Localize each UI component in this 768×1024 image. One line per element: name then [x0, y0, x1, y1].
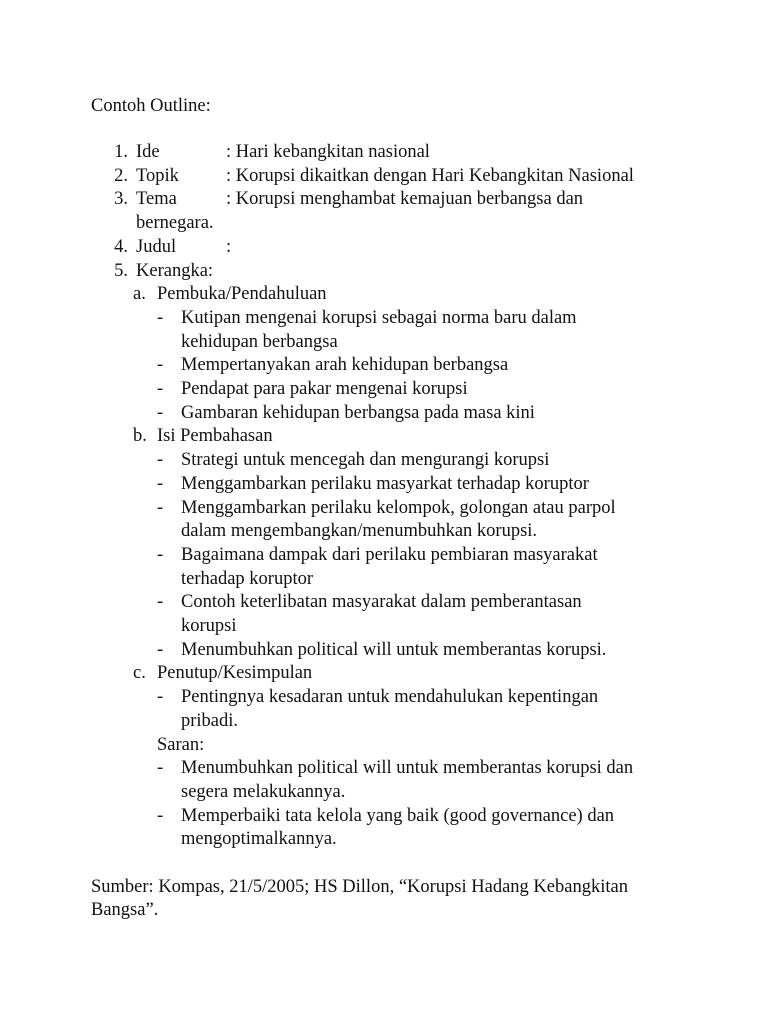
bullet-text: Pendapat para pakar mengenai korupsi — [181, 379, 468, 399]
section-title: Isi Pembahasan — [157, 426, 273, 447]
saran-bullet-text: Menumbuhkan political will untuk memberantas korupsi dan — [181, 758, 634, 779]
bullet-dash: - — [157, 687, 164, 708]
bullet-dash: - — [157, 450, 164, 471]
bullet-text: kehidupan berbangsa — [181, 331, 338, 352]
bullet-text: Strategi untuk mencegah dan mengurangi korupsi — [181, 450, 550, 471]
item-label: Topik — [136, 165, 179, 186]
bullet-dash: - — [157, 355, 164, 376]
document-title: Contoh Outline: — [91, 96, 211, 116]
bullet-dash: - — [157, 497, 164, 518]
bullet-dash: - — [157, 805, 164, 826]
item-label: Judul — [136, 236, 177, 257]
item-value: : Korupsi dikaitkan dengan Hari Kebangkitan Nasional — [226, 165, 634, 186]
bullet-text: Menggambarkan perilaku kelompok, golongan atau parpol — [181, 497, 616, 518]
item-label: Kerangka: — [136, 260, 214, 281]
item-number: 5. — [114, 260, 128, 281]
item-number: 3. — [114, 189, 128, 210]
item-continuation: bernegara. — [136, 213, 214, 234]
item-label: Ide — [136, 142, 160, 162]
bullet-dash: - — [157, 402, 164, 423]
bullet-text: Menggambarkan perilaku masyarkat terhadap koruptor — [181, 473, 589, 494]
bullet-text: pribadi. — [181, 710, 239, 731]
source-line: Bangsa”. — [91, 900, 159, 921]
item-value: : Hari kebangkitan nasional — [226, 142, 430, 162]
section-letter: b. — [133, 426, 147, 447]
saran-label: Saran: — [157, 734, 205, 755]
item-number: 1. — [114, 142, 128, 162]
bullet-text: Bagaimana dampak dari perilaku pembiaran masyarakat — [181, 544, 598, 565]
item-number: 2. — [114, 165, 128, 186]
bullet-text: dalam mengembangkan/menumbuhkan korupsi. — [181, 521, 538, 542]
source-line: Sumber: Kompas, 21/5/2005; HS Dillon, “Korupsi Hadang Kebangkitan — [91, 876, 628, 897]
bullet-text: korupsi — [181, 616, 237, 636]
bullet-text: Mempertanyakan arah kehidupan berbangsa — [181, 355, 509, 376]
bullet-text: Contoh keterlibatan masyarakat dalam pemberantasan — [181, 592, 582, 613]
item-number: 4. — [114, 236, 128, 257]
section-letter: c. — [133, 663, 146, 684]
bullet-dash: - — [157, 592, 164, 613]
saran-bullet-text: Memperbaiki tata kelola yang baik (good governance) dan — [181, 805, 615, 826]
bullet-dash: - — [157, 473, 164, 494]
item-label: Tema — [136, 189, 177, 210]
bullet-dash: - — [157, 379, 164, 399]
section-letter: a. — [133, 284, 146, 305]
section-title: Penutup/Kesimpulan — [157, 663, 313, 684]
bullet-dash: - — [157, 639, 164, 660]
bullet-dash: - — [157, 307, 164, 328]
bullet-text: Kutipan mengenai korupsi sebagai norma baru dalam — [181, 307, 577, 328]
bullet-dash: - — [157, 758, 164, 779]
bullet-text: Gambaran kehidupan berbangsa pada masa kini — [181, 402, 535, 423]
bullet-text: Menumbuhkan political will untuk memberantas korupsi. — [181, 639, 607, 660]
bullet-dash: - — [157, 544, 164, 565]
item-value: : Korupsi menghambat kemajuan berbangsa dan — [226, 189, 584, 210]
bullet-text: Pentingnya kesadaran untuk mendahulukan kepentingan — [181, 687, 599, 708]
saran-bullet-text: segera melakukannya. — [181, 781, 346, 802]
bullet-text: terhadap koruptor — [181, 568, 314, 589]
saran-bullet-text: mengoptimalkannya. — [181, 829, 337, 850]
section-title: Pembuka/Pendahuluan — [157, 284, 327, 305]
item-value: : — [226, 236, 232, 257]
